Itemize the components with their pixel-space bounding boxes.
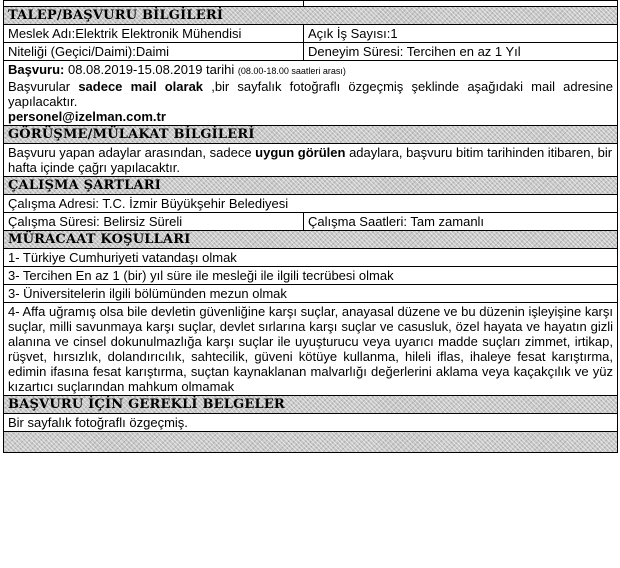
job-posting-table: [3, 0, 618, 453]
calisma-title: ÇALIŞMA ŞARTLARI: [4, 177, 618, 195]
row-meslek: [4, 25, 618, 43]
deneyim-cell: Deneyim Süresi: Tercihen en az 1 Yıl: [304, 43, 618, 61]
basvuru-cell: [4, 61, 618, 126]
belgeler-text: Bir sayfalık fotoğraflı özgeçmiş.: [4, 414, 618, 432]
row-basvuru: [4, 61, 618, 126]
acik-is-cell: Açık İş Sayısı:1: [304, 25, 618, 43]
sure-cell: Çalışma Süresi: Belirsiz Süreli: [4, 213, 304, 231]
section-header-belgeler: [4, 396, 618, 414]
basvuru-label: Başvuru:: [8, 62, 65, 77]
gorusme-post: adaylara, başvuru bitim tarihinden itibaren, bir hafta içinde çağrı yapılacaktır.: [8, 145, 613, 175]
list-item: [4, 267, 618, 285]
meslek-cell: Meslek Adı:Elektrik Elektronik Mühendisi: [4, 25, 304, 43]
basvurular-bold: sadece mail olarak: [78, 79, 204, 94]
saatler-cell: Çalışma Saatleri: Tam zamanlı: [304, 213, 618, 231]
muracaat-title: MÜRACAAT KOŞULLARI: [4, 231, 618, 249]
list-item: [4, 249, 618, 267]
row-adres: [4, 195, 618, 213]
muracaat-item-3: 3- Üniversitelerin ilgili bölümünden mezun olmak: [4, 285, 618, 303]
nitelik-cell: Niteliği (Geçici/Daimi):Daimi: [4, 43, 304, 61]
section-header-gorusme: [4, 126, 618, 144]
row-gorusme-text: [4, 144, 618, 177]
basvuru-hours: (08.00-18.00 saatleri arası): [237, 66, 346, 76]
gorusme-pre: Başvuru yapan adaylar arasından, sadece: [8, 145, 256, 160]
cutoff-header: [4, 432, 618, 453]
adres-cell: Çalışma Adresi: T.C. İzmir Büyükşehir Belediyesi: [4, 195, 618, 213]
section-header-muracaat: [4, 231, 618, 249]
muracaat-item-1: 1- Türkiye Cumhuriyeti vatandaşı olmak: [4, 249, 618, 267]
row-belgeler-text: [4, 414, 618, 432]
basvurular-pre: Başvurular: [8, 79, 79, 94]
basvurular-text: [8, 79, 613, 109]
section-header-talep: [4, 7, 618, 25]
muracaat-item-4: 4- Affa uğramış olsa bile devletin güvenliğine karşı suçlar, anayasal düzene ve bu düzenin işleyişine karşı suçlar, milli savunmaya karşı suçlar, devlet sırlarına karşı suçlar ve casusluk, özel hayata ve hayatın gizli alanına ve cinsel dokunulmazlığa karşı suçlar ile uyuşturucu veya uyarıcı madde suçları zimmet, irtikap, rüşvet, hırsızlık, dolandırıcılık, sahtecilik, güveni kötüye kullanma, hileli iflas, ihaleye fesat karıştırma, edimin ifasına fesat karıştırma, suçtan kaynaklanan malvarlığı değerlerini aklama veya kaçakçılık ve yüz kızartıcı suçlarından mahkum olmamak: [4, 303, 618, 396]
basvuru-line: [8, 62, 613, 79]
list-item: [4, 303, 618, 396]
gorusme-bold: uygun görülen: [255, 145, 346, 160]
document-page: [3, 0, 617, 568]
section-header-calisma: [4, 177, 618, 195]
row-nitelik: [4, 43, 618, 61]
contact-email[interactable]: personel@izelman.com.tr: [8, 109, 166, 124]
belgeler-title: BAŞVURU İÇİN GEREKLİ BELGELER: [4, 396, 618, 414]
basvuru-dates: 08.08.2019-15.08.2019 tarihi: [64, 62, 238, 77]
gorusme-title: GÖRÜŞME/MÜLAKAT BİLGİLERİ: [4, 126, 618, 144]
talep-title: TALEP/BAŞVURU BİLGİLERİ: [4, 7, 618, 25]
gorusme-text: [4, 144, 618, 177]
basvurular-post: ,bir sayfalık fotoğraflı özgeçmiş şeklinde aşağıdaki mail adresine yapılacaktır.: [8, 79, 613, 109]
muracaat-item-2: 3- Tercihen En az 1 (bir) yıl süre ile mesleği ile ilgili tecrübesi olmak: [4, 267, 618, 285]
list-item: [4, 285, 618, 303]
section-header-next-cutoff: [4, 432, 618, 453]
row-sure: [4, 213, 618, 231]
